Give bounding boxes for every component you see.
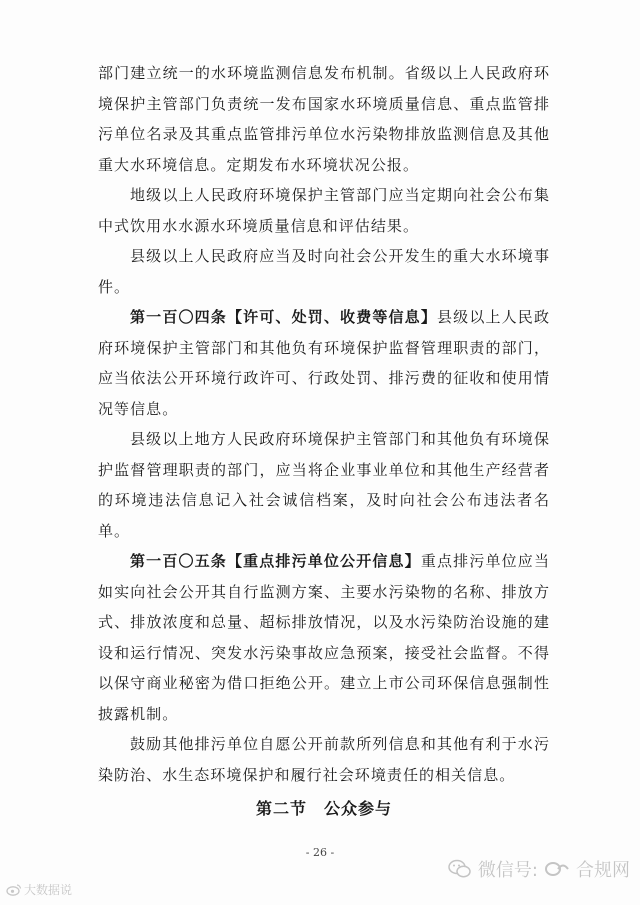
watermark-right — [448, 856, 630, 882]
watermark-right-label: 微信号: — [477, 860, 538, 881]
watermark-left-text: 大数据说 — [24, 883, 73, 897]
document-body — [98, 58, 550, 819]
article-105: 第一百〇五条【重点排污单位公开信息】重点排污单位应当如实向社会公开其自行监测方案、主要水污染物的名称、排放方式、排放浓度和总量、超标排放情况，以及水污染防治设施的建设和运行情况、突发水污染事故应急预案，接受社会监督。不得以保守商业秘密为借口拒绝公开。建立上市公司环保信息强制性披露机制。 — [98, 552, 550, 723]
paragraph-1: 部门建立统一的水环境监测信息发布机制。省级以上人民政府环境保护主管部门负责统一发布国家水环境质量信息、重点监管排污单位名录及其重点监管排污单位水污染物排放监测信息及其他重大水环境信息。定期发布水环境状况公报。 — [98, 64, 550, 174]
paragraph-7: 鼓励其他排污单位自愿公开前款所列信息和其他有利于水污染防治、水生态环境保护和履行社会环境责任的相关信息。 — [98, 735, 550, 784]
weibo-icon — [6, 883, 22, 896]
paragraph-5: 县级以上地方人民政府环境保护主管部门和其他负有环境保护监督管理职责的部门，应当将企业事业单位和其他生产经营者的环境违法信息记入社会诚信档案，及时向社会公布违法者名单。 — [98, 430, 550, 540]
paragraph-3: 县级以上人民政府应当及时向社会公开发生的重大水环境事件。 — [98, 247, 550, 296]
wechat-icon — [448, 859, 472, 879]
article-105-heading: 第一百〇五条【重点排污单位公开信息】 — [130, 552, 421, 570]
page-number: - 26 - — [305, 846, 335, 859]
article-104: 第一百〇四条【许可、处罚、收费等信息】县级以上人民政府环境保护主管部门和其他负有环境保护监督管理职责的部门，应当依法公开环境行政许可、行政处罚、排污费的征收和使用情况等信息。 — [98, 308, 550, 418]
section-title: 第二节 公众参与 — [255, 799, 392, 818]
watermark-right-brand: 合规网 — [576, 860, 630, 881]
paragraph-2: 地级以上人民政府环境保护主管部门应当定期向社会公布集中式饮用水水源水环境质量信息和评估结果。 — [98, 186, 550, 235]
article-104-heading: 第一百〇四条【许可、处罚、收费等信息】 — [130, 308, 437, 326]
watermark-left — [6, 881, 72, 898]
brand-logo-icon — [544, 861, 570, 877]
